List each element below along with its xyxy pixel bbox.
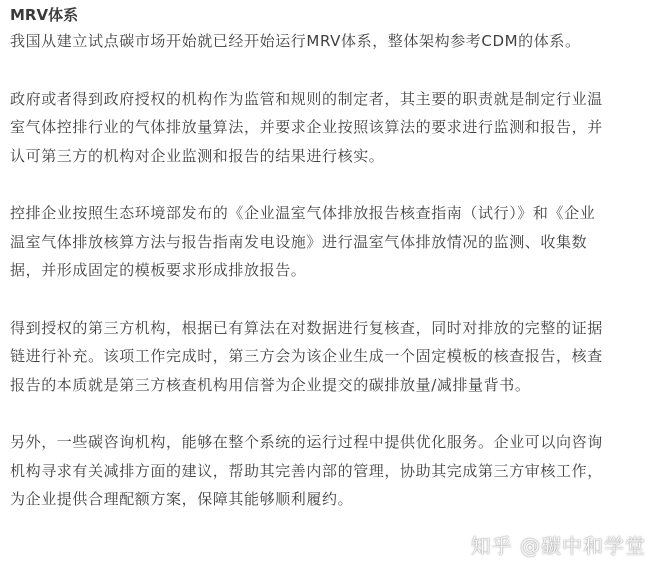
paragraph-government-role: 政府或者得到政府授权的机构作为监管和规则的制定者，其主要的职责就是制定行业温室气体控排行业的气体排放量算法，并要求企业按照该算法的要求进行监测和报告，并认可第三方的机构对企业监测和报告的结果进行核实。 bbox=[10, 89, 603, 165]
paragraph-intro: 我国从建立试点碳市场开始就已经开始运行MRV体系，整体架构参考CDM的体系。 bbox=[10, 32, 581, 50]
watermark: 知乎 @碳中和学堂 bbox=[470, 534, 646, 558]
paragraph-enterprise-reporting: 控排企业按照生态环境部发布的《企业温室气体排放报告核查指南（试行）》和《企业温室气体排放核算方法与报告指南发电设施》进行温室气体排放情况的监测、收集数据，并形成固定的模板要求形成排放报告。 bbox=[10, 204, 596, 279]
paragraph-consulting-services: 另外，一些碳咨询机构，能够在整个系统的运行过程中提供优化服务。企业可以向咨询机构寻求有关减排方面的建议，帮助其完善内部的管理，协助其完成第三方审核工作，为企业提供合理配额方案，保障其能够顺利履约。 bbox=[10, 433, 603, 508]
article bbox=[10, 4, 608, 543]
paragraph-third-party-verification: 得到授权的第三方机构，根据已有算法在对数据进行复核查，同时对排放的完整的证据链进行补充。该项工作完成时，第三方会为该企业生成一个固定模板的核查报告，核查报告的本质就是第三方核查机构用信誉为企业提交的碳排放量/减排量背书。 bbox=[10, 318, 603, 394]
section-title: MRV体系 bbox=[10, 6, 79, 24]
